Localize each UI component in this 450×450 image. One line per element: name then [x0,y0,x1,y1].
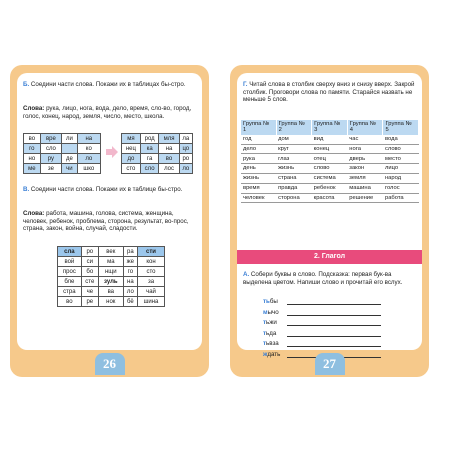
task-v-table [57,246,165,307]
word-cell: работа [383,193,419,203]
word-cell: дело [241,144,276,154]
highlighted-letter: ть [263,298,270,305]
syllable-cell: бо [81,267,98,277]
table-row [122,154,193,164]
table-row [24,154,101,164]
syllable-cell: кон [137,257,164,267]
syllable-cell: шко [77,164,100,174]
task-v-text: Соедини части слова. Покажи их в таблице бы-стро. [30,186,183,193]
syllable-cell: на [159,144,179,154]
task-g-text: Читай слова в столбик сверху вниз и снизу вверх. Закрой столбик. Проговори слова по памяти. Старайся назвать не меньше 5 слов. [243,81,415,104]
syllable-cell: сло [140,164,159,174]
syllable-cell: мя [122,134,141,144]
scrambled-letters: ьвза [266,340,279,347]
word-cell: правда [276,183,312,193]
word-cell: время [241,183,276,193]
word-groups-table [241,120,419,203]
word-cell: народ [383,173,419,183]
answer-line[interactable] [287,346,381,347]
word-cell: вид [312,135,348,144]
task-b-words-label: Слова: [23,105,45,112]
syllable-cell: во [24,134,41,144]
syllable-cell: сте [81,277,98,287]
table-row [241,173,419,183]
table-row [122,144,193,154]
syllable-cell: шина [137,297,164,307]
scramble-item [263,340,413,347]
arrow-right-icon [105,145,119,159]
syllable-cell: го [24,144,41,154]
task-b-words-text: рука, лицо, нога, вода, дело, время, сло-во, город, голос, конец, народ, земля, число, место, школа. [23,105,192,120]
word-cell: глаз [276,154,312,164]
task-v-words [23,210,199,233]
syllable-cell: на [123,277,137,287]
syllable-cell: но [24,154,41,164]
syllable-cell: ва [98,287,123,297]
left-page [10,65,209,377]
table-row [241,144,419,154]
group-header: Группа № 3 [312,120,348,135]
syllable-cell: до [122,154,141,164]
syllable-cell: на [77,134,100,144]
syllable-cell: ру [40,154,61,164]
task-b-letter: Б. [23,81,30,88]
task-g-letter: Г. [243,81,248,88]
table-row [122,134,193,144]
syllable-cell: зе [40,164,61,174]
syllable-cell: ло [123,287,137,297]
syllable-cell: мля [159,134,179,144]
task-a-letter: А. [243,271,250,278]
syllable-cell: ма [98,257,123,267]
section-banner: 2. Глагол [237,250,422,264]
syllable-cell: ко [77,144,100,154]
syllable-cell: чи [62,164,77,174]
table-row [241,193,419,203]
group-header: Группа № 4 [347,120,383,135]
group-header: Группа № 2 [276,120,312,135]
syllable-cell: вре [40,134,61,144]
syllable-cell: во [159,154,179,164]
word-cell: дверь [347,154,383,164]
word-cell: система [312,173,348,183]
right-page-panel [237,73,422,358]
syllable-cell: га [140,154,159,164]
syllable-cell: че [81,287,98,297]
group-header: Группа № 5 [383,120,419,135]
syllable-cell: зуль [98,277,123,287]
word-cell: вода [383,135,419,144]
syllable-cell: нщи [98,267,123,277]
word-cell: закон [347,164,383,174]
word-cell: круг [276,144,312,154]
table-row [58,247,165,257]
word-cell: сторона [276,193,312,203]
table-row [58,267,165,277]
syllable-cell [62,144,77,154]
table-row [241,164,419,174]
task-b-instruction [23,81,195,89]
task-a-instruction [243,271,415,286]
syllable-cell: век [98,247,123,257]
syllable-cell: ла [179,134,192,144]
syllable-cell: чай [137,287,164,297]
task-v-letter: В. [23,186,30,193]
syllable-cell: нец [122,144,141,154]
answer-line[interactable] [287,315,381,316]
task-v-instruction [23,186,195,194]
syllable-cell: ме [24,164,41,174]
task-g-instruction [243,81,415,104]
word-cell: жизнь [241,173,276,183]
table-row [24,134,101,144]
word-cell: страна [276,173,312,183]
syllable-cell: ро [81,247,98,257]
table-row [24,144,101,154]
syllable-cell: ра [123,247,137,257]
word-cell: человек [241,193,276,203]
word-cell: лицо [383,164,419,174]
word-cell: место [383,154,419,164]
word-cell: решение [347,193,383,203]
page-number-right: 27 [315,353,345,375]
syllable-cell: прос [58,267,82,277]
syllable-cell: сто [137,267,164,277]
syllable-cell: ре [81,297,98,307]
syllable-cell: ро [179,154,192,164]
right-page [230,65,429,377]
highlighted-letter: т [263,329,267,337]
scrambled-letters: ьда [266,329,277,337]
word-cell: жизнь [276,164,312,174]
highlighted-letter: т [263,319,267,326]
word-cell: конец [312,144,348,154]
task-v-words-text: работа, машина, голова, система, женщина, человек, ребенок, проблема, сторона, результат, во-прос, страна, закон, война, случай, сладости. [23,210,189,233]
syllable-cell: ло [179,164,192,174]
syllable-cell: сла [58,247,82,257]
word-cell: нога [347,144,383,154]
task-b-table-left [23,133,101,174]
answer-line[interactable] [287,336,381,337]
word-cell: земля [347,173,383,183]
scramble-item [263,319,413,326]
word-cell: слово [312,164,348,174]
word-cell: слово [383,144,419,154]
table-row [241,154,419,164]
scramble-item [263,309,413,316]
word-cell: год [241,135,276,144]
scrambled-letters: ычо [267,308,279,316]
answer-line[interactable] [287,304,381,305]
task-v-words-label: Слова: [23,210,45,217]
syllable-cell: род [140,134,159,144]
highlighted-letter: ж [263,350,268,358]
syllable-cell: сло [40,144,61,154]
task-b-text: Соедини части слова. Покажи их в таблицах бы-стро. [30,81,186,88]
highlighted-letter: м [263,308,268,316]
left-page-panel [17,73,202,350]
task-b-words [23,105,199,120]
syllable-cell: лос [159,164,179,174]
syllable-cell: нок [98,297,123,307]
syllable-cell: цо [179,144,192,154]
word-cell: отец [312,154,348,164]
syllable-cell: го [123,267,137,277]
word-cell: красота [312,193,348,203]
word-cell: день [241,164,276,174]
scrambled-letters: дать [267,350,281,358]
syllable-cell: бле [58,277,82,287]
syllable-cell: стра [58,287,82,297]
table-row [241,183,419,193]
word-cell: дом [276,135,312,144]
syllable-cell: си [81,257,98,267]
highlighted-letter: т [263,340,267,347]
scramble-item [263,330,413,337]
table-row [122,164,193,174]
group-header: Группа № 1 [241,120,276,135]
syllable-cell: бё [123,297,137,307]
syllable-cell: вой [58,257,82,267]
word-cell: рука [241,154,276,164]
table-header-row [241,120,419,135]
table-row [58,257,165,267]
syllable-cell: во [58,297,82,307]
task-a-text: Собери буквы в слово. Подсказка: первая бук-ва выделена цветом. Напиши слово и прочитай его вслух. [243,271,403,286]
syllable-cell: сти [137,247,164,257]
page-number-left: 26 [95,353,125,375]
syllable-cell: же [123,257,137,267]
word-cell: машина [347,183,383,193]
word-cell: голос [383,183,419,193]
table-row [58,277,165,287]
word-cell: час [347,135,383,144]
syllable-cell: де [62,154,77,164]
syllable-cell: ка [140,144,159,154]
answer-line[interactable] [287,325,381,326]
scrambled-letters: бы [269,298,278,305]
task-b-table-right [121,133,193,174]
syllable-cell: ли [62,134,77,144]
table-row [24,164,101,174]
syllable-cell: сто [122,164,141,174]
syllable-cell: за [137,277,164,287]
scrambled-letters: ьжи [266,319,277,326]
table-row [58,297,165,307]
word-cell: ребенок [312,183,348,193]
table-row [241,135,419,144]
table-row [58,287,165,297]
syllable-cell: ло [77,154,100,164]
scramble-item [263,298,413,305]
